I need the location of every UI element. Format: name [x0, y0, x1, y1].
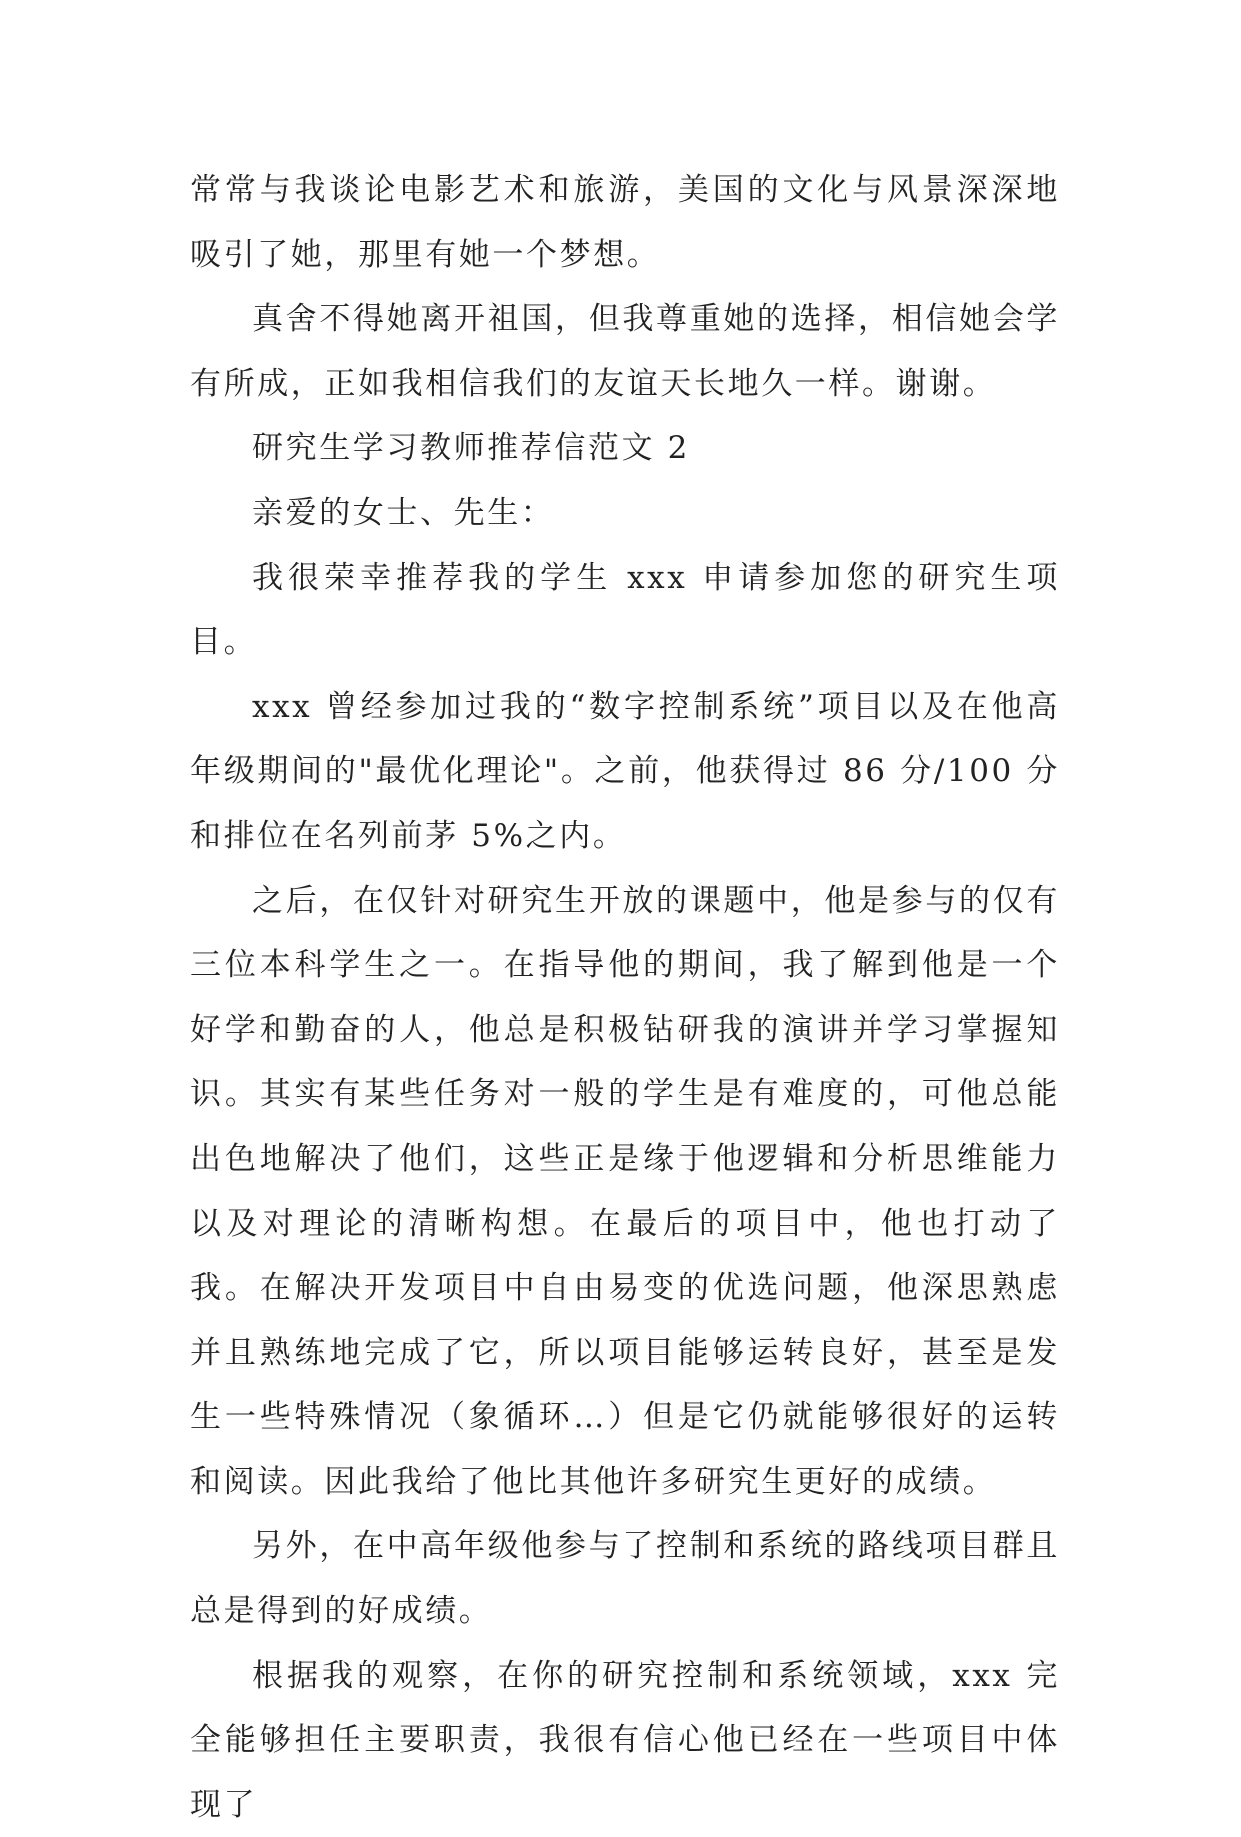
paragraph-observation: 根据我的观察，在你的研究控制和系统领域，xxx 完全能够担任主要职责，我很有信心他已经在一些项目中体现了: [190, 1657, 1060, 1823]
paragraph-additional: 另外，在中高年级他参与了控制和系统的路线项目群且总是得到的好成绩。: [190, 1528, 1060, 1630]
paragraph-1: 常常与我谈论电影艺术和旅游，美国的文化与风景深深地吸引了她，那里有她一个梦想。: [190, 172, 1060, 273]
paragraph-intro: 我很荣幸推荐我的学生 xxx 申请参加您的研究生项目。: [190, 559, 1060, 661]
body-text: [190, 158, 1060, 1837]
paragraph-research: 之后，在仅针对研究生开放的课题中，他是参与的仅有三位本科学生之一。在指导他的期间，我了解到他是一个好学和勤奋的人，他总是积极钻研我的演讲并学习掌握知识。其实有某些任务对一般的学生是有难度的，可他总能出色地解决了他们，这些正是缘于他逻辑和分析思维能力以及对理论的清晰构想。在最后的项目中，他也打动了我。在解决开发项目中自由易变的优选问题，他深思熟虑并且熟练地完成了它，所以项目能够运转良好，甚至是发生一些特殊情况（象循环…）但是它仍就能够很好的运转和阅读。因此我给了他比其他许多研究生更好的成绩。: [190, 882, 1060, 1500]
salutation: 亲爱的女士、先生：: [252, 494, 555, 531]
paragraph-2: 真舍不得她离开祖国，但我尊重她的选择，相信她会学有所成，正如我相信我们的友谊天长地久一样。谢谢。: [190, 301, 1060, 402]
paragraph-courses: xxx 曾经参加过我的“数字控制系统”项目以及在他高年级期间的"最优化理论"。之前，他获得过 86 分/100 分和排位在名列前茅 5%之内。: [190, 688, 1060, 854]
section-title: 研究生学习教师推荐信范文 2: [252, 430, 690, 467]
